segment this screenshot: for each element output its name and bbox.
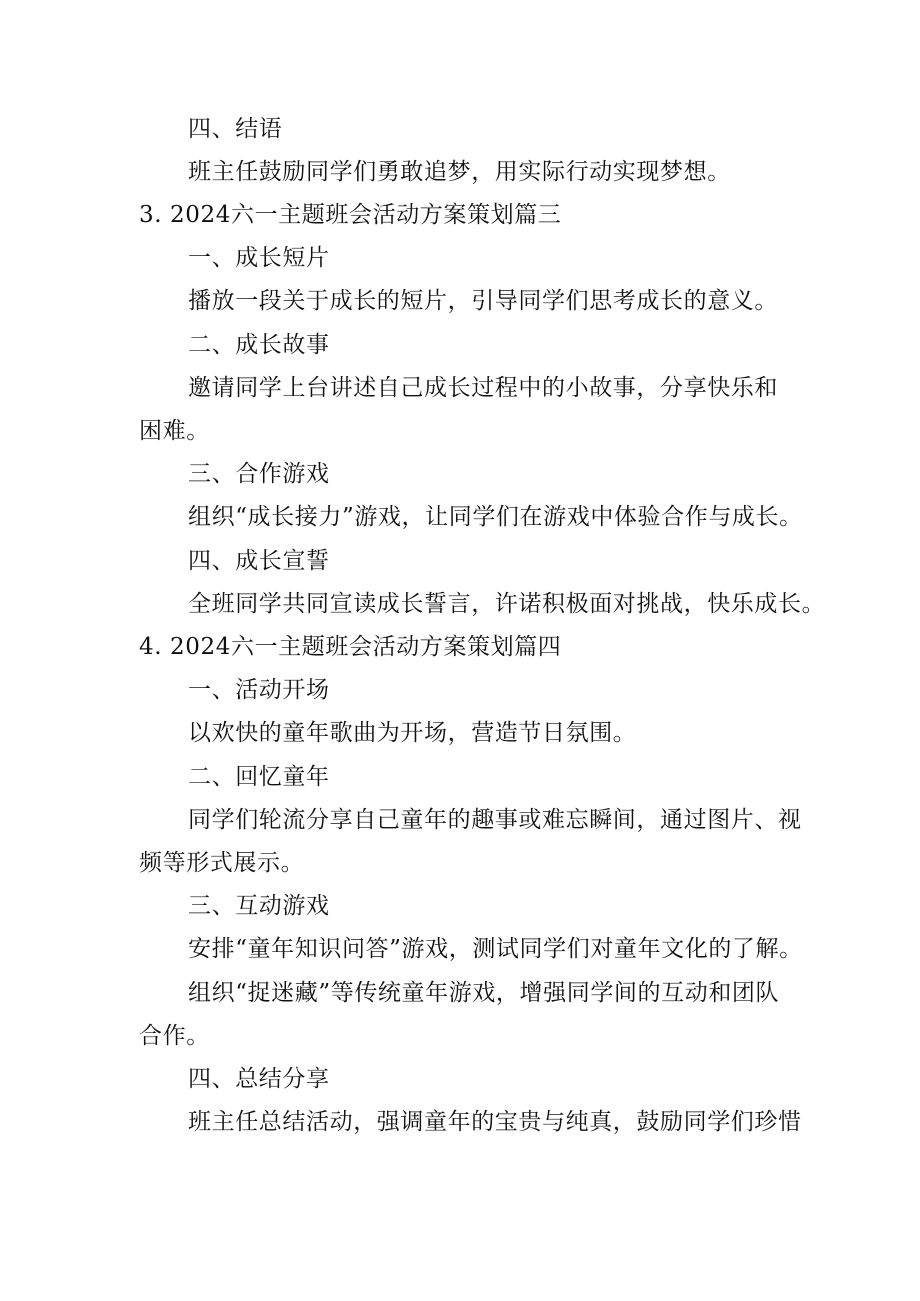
section-heading-growth-oath: 四、成长宣誓 [188, 548, 330, 574]
paragraph-line-continued: 合作。 [139, 1023, 210, 1049]
paragraph-line: 播放一段关于成长的短片，引导同学们思考成长的意义。 [188, 288, 778, 314]
section-heading-growth-video: 一、成长短片 [188, 245, 330, 271]
section-heading-summary: 四、总结分享 [188, 1066, 330, 1092]
paragraph-line-continued: 困难。 [139, 418, 210, 444]
section-heading-opening: 一、活动开场 [188, 677, 330, 703]
paragraph-line: 以欢快的童年歌曲为开场，营造节日氛围。 [188, 720, 637, 746]
section-heading-conclusion: 四、结语 [188, 116, 283, 142]
section-heading-childhood-memories: 二、回忆童年 [188, 764, 330, 790]
section-heading-growth-story: 二、成长故事 [188, 332, 330, 358]
section-heading-interactive-game: 三、互动游戏 [188, 893, 330, 919]
paragraph-line: 组织“成长接力”游戏，让同学们在游戏中体验合作与成长。 [188, 504, 803, 530]
paragraph-line: 班主任鼓励同学们勇敢追梦，用实际行动实现梦想。 [188, 159, 731, 185]
paragraph-line: 安排“童年知识问答”游戏，测试同学们对童年文化的了解。 [188, 936, 803, 962]
paragraph-line: 邀请同学上台讲述自己成长过程中的小故事，分享快乐和 [188, 375, 778, 401]
article-title-part-four: 4. 2024六一主题班会活动方案策划篇四 [139, 634, 562, 660]
paragraph-line: 全班同学共同宣读成长誓言，许诺积极面对挑战，快乐成长。 [188, 591, 826, 617]
section-heading-cooperation-game: 三、合作游戏 [188, 461, 330, 487]
paragraph-line-continued: 频等形式展示。 [139, 850, 305, 876]
article-title-part-three: 3. 2024六一主题班会活动方案策划篇三 [139, 202, 562, 228]
paragraph-line: 班主任总结活动，强调童年的宝贵与纯真，鼓励同学们珍惜 [188, 1109, 802, 1135]
paragraph-line: 组织“捉迷藏”等传统童年游戏，增强同学间的互动和团队 [188, 980, 780, 1006]
paragraph-line: 同学们轮流分享自己童年的趣事或难忘瞬间，通过图片、视 [188, 807, 802, 833]
